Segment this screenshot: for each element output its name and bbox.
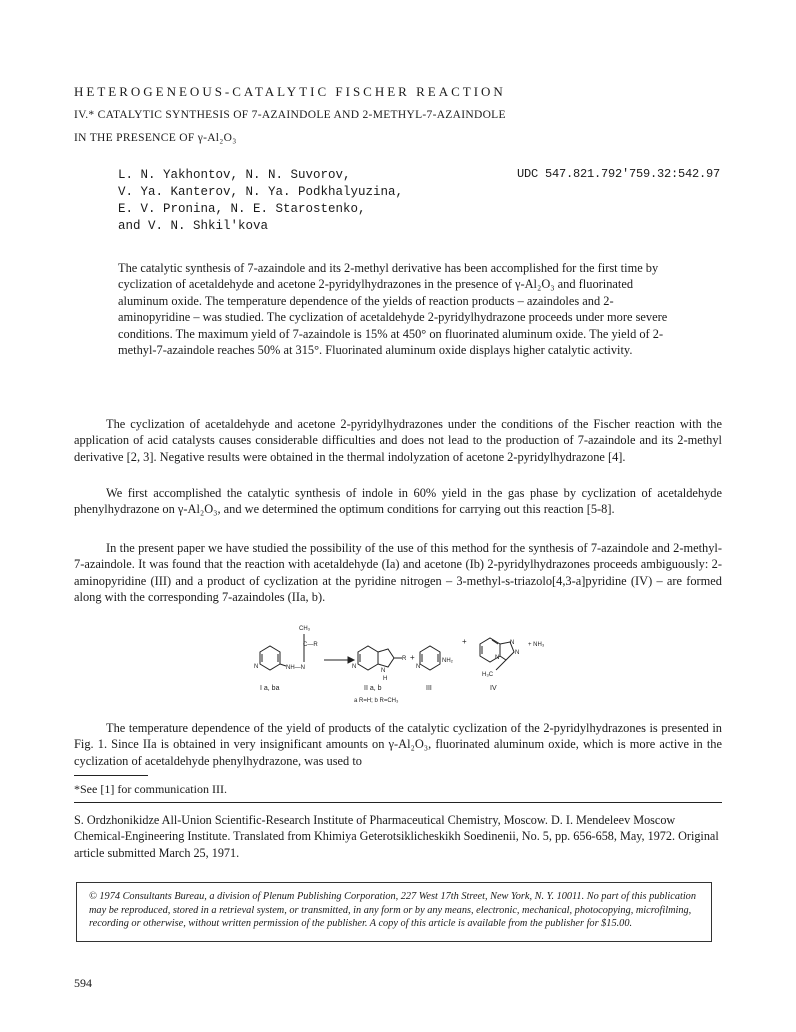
atom-n: N [515,650,520,656]
atom-ch3: CH₃ [299,626,311,632]
body-paragraph-2 [74,485,722,518]
footnote-divider [74,775,148,776]
atom-nh-n: NH—N [286,665,305,671]
atom-nh2: NH₂ [442,658,453,664]
paragraph: The cyclization of acetaldehyde and acetone 2-pyridylhydrazones under the conditions of the Fischer reaction with the application of acid catalysts causes considerable difficulties and does not lead to the production of 7-azaindole and its 2-methyl derivative [2, 3]. Negative results were obtained in the thermal indolyzation of acetone 2-pyridylhydrazone [4]. [74,417,722,464]
author-line: L. N. Yakhontov, N. N. Suvorov, [118,168,351,182]
atom-c-r: C—R [303,642,318,648]
paragraph: We first accomplished the catalytic synthesis of indole in 60% yield in the gas phase by cyclization of acetaldehyde phenylhydrazone on γ-Al₂O₃, and we determined the optimum conditions for carrying out this reaction [5-8]. [74,486,722,517]
affiliation: S. Ordzhonikidze All-Union Scientific-Research Institute of Pharmaceutical Chemistry, Moscow. D. I. Mendeleev Moscow Chemical-Engineering Institute. Translated from Khimiya Geterotsiklicheskikh Soedinenii, No. 5, pp. 656-658, May, 1972. Original article submitted March 25, 1971. [74,813,719,860]
label-ii: II a, b [364,685,382,692]
reaction-scheme [248,622,568,708]
atom-n: N [352,664,357,670]
atom-h: H [383,676,388,682]
ammonia: + NH₃ [528,642,545,648]
abstract: The catalytic synthesis of 7-azaindole and its 2-methyl derivative has been accomplished for the first time by cyclization of acetaldehyde and acetone 2-pyridylhydrazones in the presence of γ-Al₂O₃ and fluorinated aluminum oxide. The temperature dependence of the yields of reaction products – azaindoles and 2-aminopyridine – was studied. The cyclization of acetaldehyde 2-pyridylhydrazone proceeds under more severe conditions. The maximum yield of 7-azaindole is 15% at 450° on fluorinated aluminum oxide. The yield of 2-methyl-7-azaindole reaches 50% at 315°. Fluorinated aluminum oxide displays higher catalytic activity. [118,261,668,358]
author-list [118,167,403,235]
author-line: and V. N. Shkil'kova [118,219,269,233]
affiliation-divider [74,802,722,803]
atom-n: N [416,664,421,670]
article-title: IV.* CATALYTIC SYNTHESIS OF 7-AZAINDOLE AND 2-METHYL-7-AZAINDOLE [74,109,506,121]
paragraph: In the present paper we have studied the possibility of the use of this method for the synthesis of 7-azaindole and 2-methyl-7-azaindole. It was found that the reaction with acetaldehyde (Ia) and acetone (Ib) 2-pyridylhydrazones proceeds ambiguously: 2-aminopyridine (III) and a product of cyclization at the pyridine nitrogen – 3-methyl-s-triazolo[4,3-a]pyridine (IV) – are formed along with the corresponding 7-azaindoles (IIa, b). [74,541,722,605]
page-number: 594 [74,976,92,990]
article-title-line-2: IN THE PRESENCE OF γ-Al₂O₃ [74,132,237,144]
compound-iii-structure [420,646,440,670]
label-i: I a, ba [260,685,280,692]
body-paragraph-4 [74,720,722,769]
atom-n: N [495,655,500,661]
body-paragraph-1 [74,416,722,465]
body-paragraph-3 [74,540,722,606]
plus-sign: + [410,653,415,662]
udc-code: UDC 547.821.792'759.32:542.97 [516,167,720,181]
atom-h3c: H₃C [482,672,494,678]
footnote: *See [1] for communication III. [74,782,227,796]
paragraph: The temperature dependence of the yield of products of the catalytic cyclization of the 2-pyridylhydrazones is presented in Fig. 1. Since IIa is obtained in very insignificant amounts on γ-Al₂O₃, fluorinated aluminum oxide, which is more active in the cyclization of acetaldehyde phenylhydrazone, was used to [74,721,722,768]
author-line: V. Ya. Kanterov, N. Ya. Podkhalyuzina, [118,185,404,199]
plus-sign: + [462,637,467,646]
atom-r: R [402,656,407,662]
label-iv: IV [490,685,497,692]
reaction-arrow [324,657,354,663]
copyright-box [76,882,712,942]
atom-n: N [510,640,515,646]
label-iii: III [426,685,432,692]
atom-n: N [254,664,259,670]
author-line: E. V. Pronina, N. E. Starostenko, [118,202,366,216]
scheme-footnote: a R=H; b R=CH₃ [354,698,399,704]
copyright-text: © 1974 Consultants Bureau, a division of Plenum Publishing Corporation, 227 West 17th Street, New York, N. Y. 10011. No part of this publication may be reproduced, stored in a retrieval system, or transmitted, in any form or by any means, electronic, mechanical, photocopying, microfilming, recording or otherwise, without written permission of the publisher. A copy of this article is available from the publisher for $15.00. [89,891,696,930]
series-title: HETEROGENEOUS-CATALYTIC FISCHER REACTION [74,84,506,99]
compound-ii-structure [358,646,402,670]
atom-n: N [381,668,386,674]
compound-iv-structure [480,638,514,670]
